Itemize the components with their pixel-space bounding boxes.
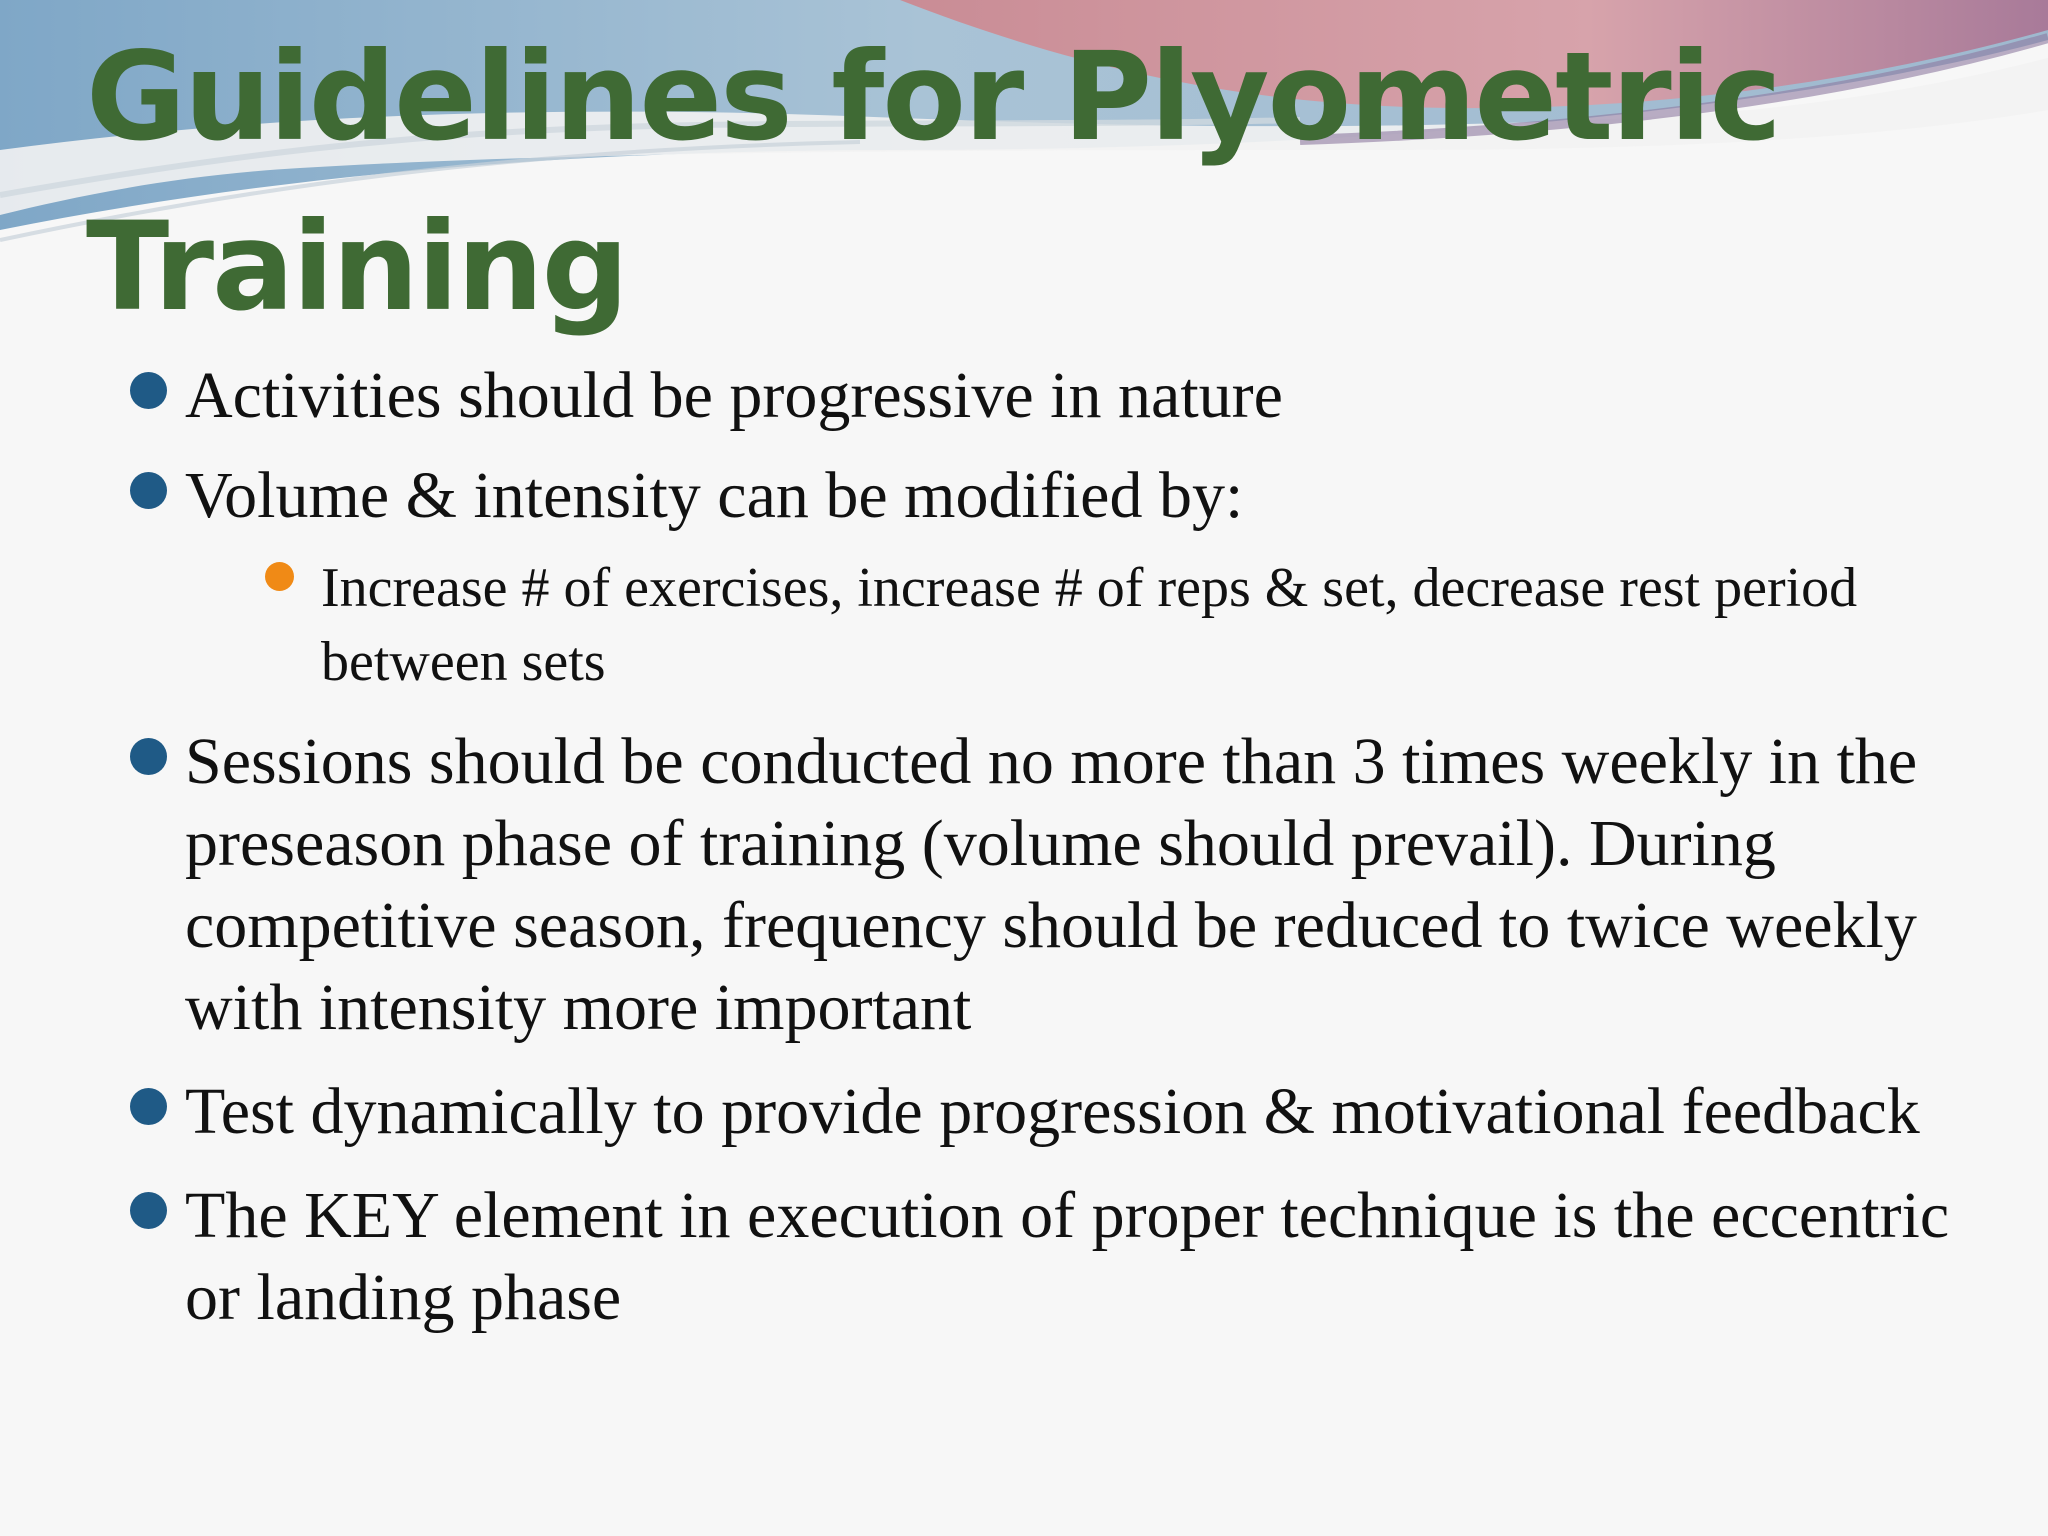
bullet-dot-icon xyxy=(130,1088,167,1125)
bullet-item xyxy=(130,721,1970,1049)
slide-title: Guidelines for Plyometric Training xyxy=(86,26,1780,338)
bullet-dot-icon xyxy=(130,738,167,775)
bullet-text: Activities should be progressive in nature xyxy=(185,359,1283,432)
bullet-dot-icon xyxy=(130,372,167,409)
bullet-text: The KEY element in execution of proper technique is the eccentric or landing phase xyxy=(185,1179,1950,1334)
bullet-item xyxy=(130,355,1970,437)
bullet-item xyxy=(130,1071,1970,1153)
bullet-item xyxy=(130,1175,1970,1339)
bullet-dot-icon xyxy=(130,1192,167,1229)
sub-bullet-item xyxy=(265,551,1970,699)
bullet-text: Test dynamically to provide progression & motivational feedback xyxy=(185,1075,1920,1148)
sub-bullet-dot-icon xyxy=(265,562,294,591)
bullet-text: Sessions should be conducted no more than 3 times weekly in the preseason phase of training (volume should prevail). During competitive season, frequency should be reduced to twice weekly with intensity more important xyxy=(185,725,1918,1044)
sub-bullet-text: Increase # of exercises, increase # of reps & set, decrease rest period between sets xyxy=(321,557,1858,693)
bullet-dot-icon xyxy=(130,472,167,509)
bullet-list xyxy=(130,355,1970,1339)
bullet-item xyxy=(130,455,1970,537)
bullet-text: Volume & intensity can be modified by: xyxy=(185,459,1244,532)
